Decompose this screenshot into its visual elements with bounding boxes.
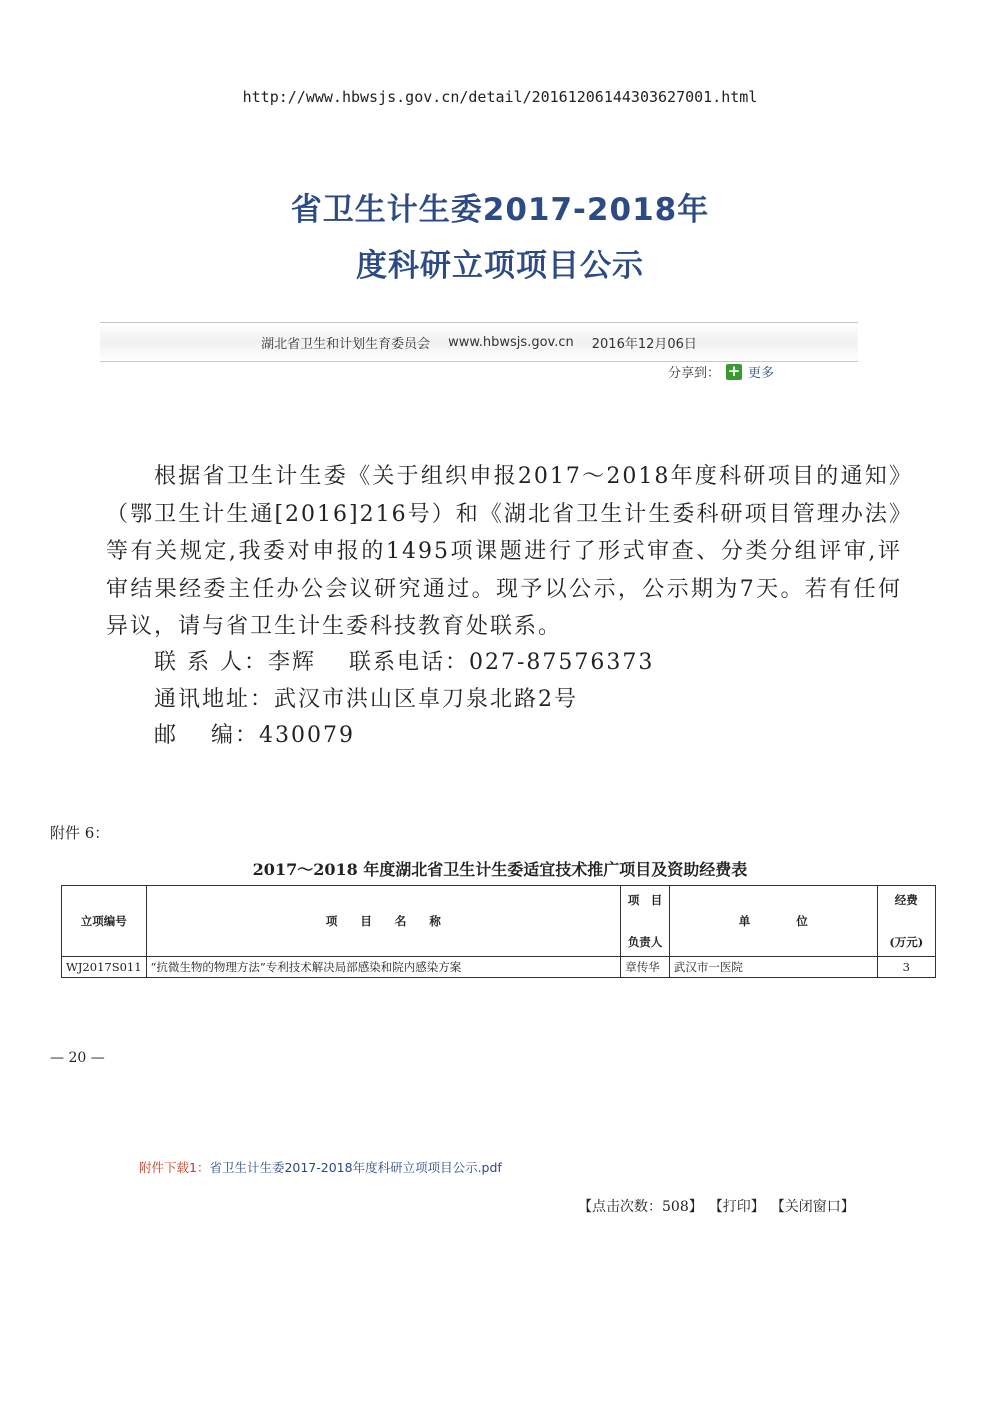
meta-bar xyxy=(100,322,858,362)
header-code: 立项编号 xyxy=(62,886,147,957)
cell-leader: 章传华 xyxy=(621,957,670,978)
close-window-button[interactable]: 【关闭窗口】 xyxy=(770,1199,855,1215)
cell-funds: 3 xyxy=(877,957,935,978)
download-line xyxy=(139,1158,502,1176)
share-label: 分享到： xyxy=(668,366,721,381)
download-file-link[interactable]: 省卫生计生委2017-2018年度科研立项项目公示.pdf xyxy=(209,1160,502,1175)
download-label: 附件下载1： xyxy=(139,1160,210,1175)
share-more-link[interactable]: 更多 xyxy=(748,366,775,381)
project-table xyxy=(61,885,936,978)
table-header-row xyxy=(62,886,936,957)
table-title: 2017～2018 年度湖北省卫生计生委适宜技术推广项目及资助经费表 xyxy=(252,860,748,879)
page-title-line-1: 省卫生计生委2017-2018年 xyxy=(290,192,710,228)
header-name: 项 目 名 称 xyxy=(146,886,621,957)
page-url: http://www.hbwsjs.gov.cn/detail/20161206144303627001.html xyxy=(242,88,758,106)
footer-bar xyxy=(578,1196,855,1216)
publish-date: 2016年12月06日 xyxy=(591,336,697,352)
postcode-line: 邮 编：430079 xyxy=(154,723,355,748)
header-funds xyxy=(877,886,935,957)
header-leader xyxy=(621,886,670,957)
header-funds-bottom: (万元) xyxy=(889,935,924,949)
cell-name: “抗微生物的物理方法”专利技术解决局部感染和院内感染方案 xyxy=(146,957,621,978)
share-bar xyxy=(668,362,774,381)
annex-label: 附件 6： xyxy=(50,824,110,842)
table-row xyxy=(62,957,936,978)
publisher: 湖北省卫生和计划生育委员会 xyxy=(261,336,431,352)
address-line: 通讯地址：武汉市洪山区卓刀泉北路2号 xyxy=(154,687,578,712)
site-address: www.hbwsjs.gov.cn xyxy=(448,334,574,350)
notice-paragraph: 根据省卫生计生委《关于组织申报2017～2018年度科研项目的通知》（鄂卫生计生通[2016]216号）和《湖北省卫生计生委科研项目管理办法》等有关规定,我委对申报的1495项课题进行了形式审查、分类分组评审,评审结果经委主任办公会议研究通过。现予以公示，公示期为7天。若有任何异议，请与省卫生计生委科技教育处联系。 xyxy=(106,464,902,639)
header-unit: 单 位 xyxy=(669,886,877,957)
header-leader-top: 项 目 xyxy=(627,893,663,907)
print-button[interactable]: 【打印】 xyxy=(708,1199,765,1215)
contact-line: 联 系 人：李辉 联系电话：027-87576373 xyxy=(154,650,655,675)
cell-unit: 武汉市一医院 xyxy=(669,957,877,978)
page-number: — 20 — xyxy=(50,1050,105,1066)
header-funds-top: 经费 xyxy=(894,893,918,907)
cell-code: WJ2017S011 xyxy=(62,957,147,978)
page-title-line-2: 度科研立项项目公示 xyxy=(356,248,644,284)
plus-icon[interactable]: + xyxy=(727,361,741,380)
header-leader-bottom: 负责人 xyxy=(627,935,663,949)
click-count: 【点击次数：508】 xyxy=(578,1199,703,1215)
